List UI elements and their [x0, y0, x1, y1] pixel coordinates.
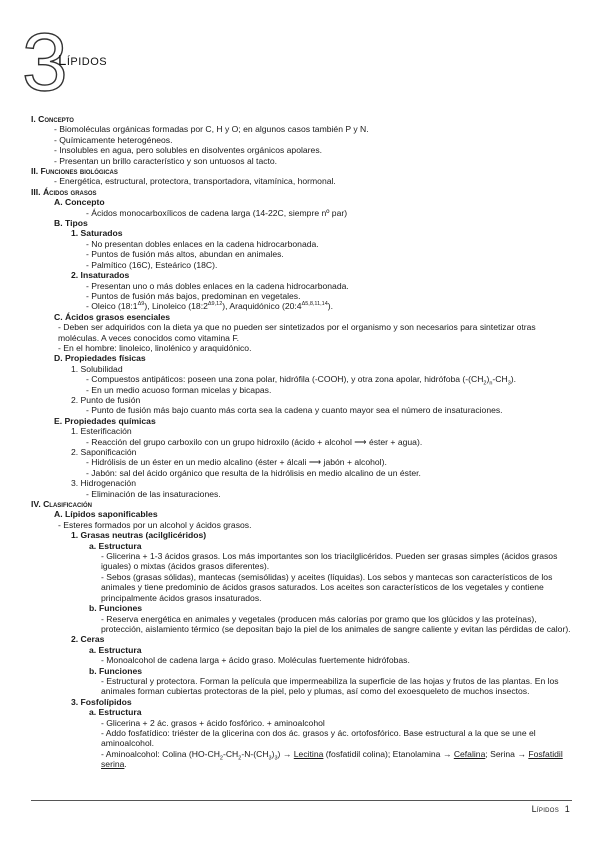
- list-item: - Compuestos antipáticos: poseen una zona polar, hidrófila (-COOH), y otra zona apolar, hidrófoba $(-(CH_2)_n-CH_3)$.: [86, 374, 517, 387]
- subsubsection-heading: 2. Insaturados: [71, 270, 130, 281]
- subsubsection-heading: 1. Solubilidad: [71, 363, 123, 374]
- subsection-heading: D. Propiedades físicas: [54, 353, 146, 364]
- list-item: - Glicerina + 2 ác. grasos + ácido fosfórico. + aminoalcohol: [101, 717, 325, 728]
- subsection-heading: B. Tipos: [54, 218, 88, 229]
- list-item: - Presentan uno o más dobles enlaces en la cadena hidrocarbonada.: [86, 280, 349, 291]
- list-item-examples: - Oleico $(18:1^{\Delta 9})$, Linoleico $(18:2^{\Delta 9,12})$, Araquidónico $(20:4^{\Delta 5,8,11,14})$.: [86, 301, 334, 312]
- list-item: - Biomoléculas orgánicas formadas por C, H y O; en algunos casos también P y N.: [54, 124, 369, 135]
- sub-heading: a. Estructura: [89, 644, 142, 655]
- subsection-heading: A. Lípidos saponificables: [54, 509, 158, 520]
- subsubsection-heading: 2. Ceras: [71, 634, 105, 645]
- subsubsection-heading: 1. Grasas neutras (acilglicéridos): [71, 530, 207, 541]
- list-item: - Jabón: sal del ácido orgánico que resulta de la hidrólisis en medio alcalino de un éster.: [86, 467, 421, 478]
- subsubsection-heading: 1. Esterificación: [71, 426, 132, 437]
- list-item: - Palmítico (16C), Esteárico (18C).: [86, 259, 218, 270]
- chapter-number: 3: [22, 17, 68, 108]
- list-item: - Ácidos monocarboxílicos de cadena larga (14-22C, siempre nº par): [86, 207, 348, 218]
- list-item: - Puntos de fusión más altos, abundan en animales.: [86, 249, 284, 260]
- subsubsection-heading: 1. Saturados: [71, 228, 123, 239]
- term-cefalina: Cefalina: [453, 748, 486, 759]
- section-heading-funciones: II. Funciones biológicas: [31, 166, 118, 177]
- list-item: - Reserva energética en animales y vegetales (producen más calorías por gramo que los glúcidos y las proteínas), protección, aislamiento térmico (se depositan bajo la piel de los animales de sangre caliente y evitan las pérdidas de calor).: [101, 613, 571, 634]
- term-fosfatidil-serina: Fosfatidil serina: [101, 748, 563, 770]
- list-item: - Reacción del grupo carboxilo con un grupo hidroxilo (ácido + alcohol ⟶ éster + agua).: [86, 436, 423, 447]
- list-item: - Punto de fusión más bajo cuanto más corta sea la cadena y cuanto mayor sea el número de insaturaciones.: [86, 405, 503, 416]
- list-item: - Glicerina + 1-3 ácidos grasos. Los más importantes son los triacilglicéridos. Pueden ser grasas simples (ácidos grasos iguales) o mixtas (ácidos grasos diferentes).: [101, 551, 558, 572]
- list-item: - Hidrólisis de un éster en un medio alcalino (éster + álcali ⟶ jabón + alcohol).: [86, 457, 387, 468]
- list-item: - Eliminación de las insaturaciones.: [86, 488, 221, 499]
- term-lecitina: Lecitina: [293, 748, 324, 759]
- section-heading-clasificacion: IV. Clasificación: [31, 499, 92, 510]
- list-item: - Estructural y protectora. Forman la película que impermeabiliza la superficie de las hojas y frutos de las plantas. En los animales forman cubiertas protectoras de la piel, pelo y plumas, así como del exoesqueleto de muchos insectos.: [101, 675, 559, 697]
- sub-heading: a. Estructura: [89, 540, 142, 551]
- list-item: - Químicamente heterogéneos.: [54, 134, 173, 145]
- list-item: - Sebos (grasas sólidas), mantecas (semisólidas) y aceites (líquidas). Los sebos y mantecas son característicos de los animales y tiene predominio de ácidos grasos saturados. Los aceites son característicos de los vegetales y contiene principalmente ácidos grasos insaturados.: [101, 571, 553, 603]
- footer-label: Lípidos: [531, 804, 560, 814]
- subsection-heading: E. Propiedades químicas: [54, 415, 156, 426]
- list-item: - Monoalcohol de cadena larga + ácido graso. Moléculas fuertemente hidrófobas.: [101, 655, 410, 666]
- subsection-heading: C. Ácidos grasos esenciales: [54, 311, 171, 322]
- subsubsection-heading: 3. Hidrogenación: [71, 478, 136, 489]
- page-number: 1: [564, 804, 570, 814]
- list-item-aminoalcohol: - Aminoalcohol: Colina $(HO-CH_2-CH_2-N-(CH_3)_3)$ → Lecitina (fosfatidil colina); Etanolamina → Cefalina; Serina → Fosfatidil serina.: [101, 748, 563, 770]
- sub-heading: a. Estructura: [89, 707, 142, 718]
- section-heading-acidos-grasos: III. Ácidos grasos: [31, 186, 97, 197]
- list-item: - En un medio acuoso forman micelas y bicapas.: [86, 384, 272, 395]
- list-item: - Puntos de fusión más bajos, predominan en vegetales.: [86, 290, 301, 301]
- footer-rule: [31, 800, 572, 801]
- list-item: - Deben ser adquiridos con la dieta ya que no pueden ser sintetizados por el organismo y son necesarios para sintetizar otras moléculas. A veces conocidos como vitamina F.: [58, 322, 536, 343]
- subsubsection-heading: 2. Punto de fusión: [71, 394, 141, 405]
- list-item: - Presentan un brillo característico y son untuosos al tacto.: [54, 155, 278, 166]
- subsection-heading: A. Concepto: [54, 197, 105, 208]
- chapter-title: Lípidos: [58, 52, 108, 69]
- section-heading-concepto: I. Concepto: [31, 114, 74, 124]
- page-footer: [532, 804, 570, 814]
- subsubsection-heading: 2. Saponificación: [71, 447, 137, 457]
- subsubsection-heading: 3. Fosfolípidos: [71, 696, 132, 707]
- list-item: - Energética, estructural, protectora, transportadora, vitamínica, hormonal.: [54, 176, 336, 187]
- list-item: - No presentan dobles enlaces en la cadena hidrocarbonada.: [86, 238, 319, 249]
- list-item: - En el hombre: linoleico, linolénico y araquidónico.: [58, 342, 252, 353]
- sub-heading: b. Funciones: [89, 603, 142, 614]
- sub-heading: b. Funciones: [89, 665, 142, 676]
- list-item: - Esteres formados por un alcohol y ácidos grasos.: [58, 519, 252, 530]
- document-body: [31, 114, 571, 770]
- list-item: - Addo fosfatídico: triéster de la glicerina con dos ác. grasos y ác. ortofosfórico. Base estructural a la que se une el aminoalcohol.: [101, 727, 536, 749]
- list-item: - Insolubles en agua, pero solubles en disolventes orgánicos apolares.: [54, 145, 323, 156]
